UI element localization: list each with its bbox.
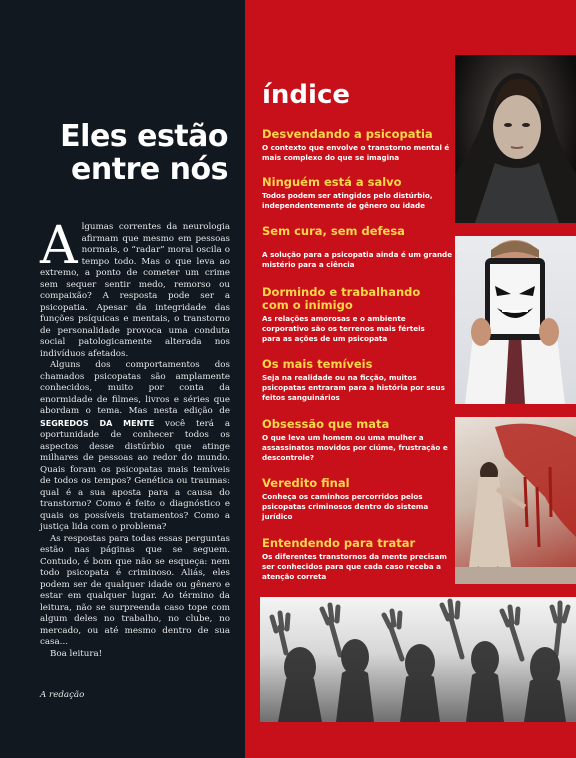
magazine-name: SEGREDOS DA MENTE [40, 418, 155, 428]
shadow-hands-photo [260, 597, 576, 722]
girl-blood-wall-photo [455, 417, 576, 584]
entry-description: Todos podem ser atingidos pelo distúrbio, independentemente de gênero ou idade [262, 191, 433, 210]
editorial-body [40, 216, 230, 660]
editorial-column [0, 0, 245, 758]
entry-description: O que leva um homem ou uma mulher a assassinatos movidos por ciúme, frustração e descontrole? [262, 433, 448, 462]
index-title: índice [262, 80, 350, 110]
closing-line: Boa leitura! [50, 648, 103, 659]
entry-description: O contexto que envolve o transtorno mental é mais complexo do que se imagina [262, 143, 450, 162]
tablet-face-photo [455, 236, 576, 404]
entry-heading: Os mais temíveis [262, 357, 373, 371]
index-entry[interactable] [262, 128, 458, 163]
paragraph-3: As respostas para todas essas perguntas estão nas páginas que se seguem. Contudo, é bom que não se esqueça: nem todo psicopata é criminoso. Aliás, eles podem ser de qualquer idade ou gênero e estar em qualquer lugar. Ao término da leitura, não se surpreenda caso tope com algum deles no trabalho, no clube, no mercado, ou até mesmo dentro de sua casa... [40, 533, 230, 647]
intro-text: lgumas correntes da neurologia afirmam que mesmo em pessoas normais, o “radar” moral oscila o tempo todo. Mas o que leva ao extremo, a ponto de cometer um crime sem sequer sentir medo, remorso ou compaixão? A resposta pode ser a psicopatia. Apesar da integridade das funções psíquicas e mentais, o transtorno de personalidade provoca uma conduta social patologicamente alterada nos indivíduos afetados. [40, 222, 230, 359]
index-entry[interactable] [262, 358, 458, 403]
entry-description: As relações amorosas e o ambiente corporativo são os terrenos mais férteis para as ações de um psicopata [262, 314, 425, 343]
index-entry[interactable] [262, 176, 458, 211]
index-entry[interactable] [262, 477, 458, 522]
entry-description: Conheça os caminhos percorridos pelos psicopatas criminosos dentro do sistema jurídico [262, 492, 429, 521]
entry-heading: Ninguém está a salvo [262, 175, 402, 189]
index-entry[interactable] [262, 418, 458, 463]
title-line-2: entre nós [71, 152, 228, 187]
entry-description: Os diferentes transtornos da mente precisam ser conhecidos para que cada caso receba a atenção correta [262, 552, 447, 581]
entry-description: A solução para a psicopatia ainda é um grande mistério para a ciência [262, 250, 453, 269]
hooded-man-photo [455, 55, 576, 223]
entry-description: Seja na realidade ou na ficção, muitos psicopatas entraram para a história por seus feitos sanguinários [262, 373, 445, 402]
signature: A redação [40, 690, 85, 700]
entry-heading: Veredito final [262, 476, 350, 490]
editorial-title [28, 120, 228, 186]
entry-heading: Dormindo e trabalhando com o inimigo [262, 285, 421, 312]
index-entry[interactable] [262, 537, 458, 582]
entry-heading: Obsessão que mata [262, 417, 390, 431]
drop-cap: A [40, 216, 78, 276]
paragraph-2-start: Alguns dos comportamentos dos chamados psicopatas são amplamente conhecidos, muito por conta da enormidade de filmes, livros e séries que abordam o tema. Mas nesta edição de [40, 360, 230, 416]
paragraph-2-end: você terá a oportunidade de conhecer todos os aspectos desse distúrbio que atinge milhares de pessoas ao redor do mundo. Quais foram os psicopatas mais temíveis de todos os tempos? Genética ou traumas: qual é a sua aposta para a causa do transtorno? Como é feito o diagnóstico e quais os possíveis tratamentos? Como a justiça lida com o problema? [40, 418, 230, 532]
paragraph-2 [40, 360, 230, 534]
entry-heading: Entendendo para tratar [262, 536, 416, 550]
index-entry[interactable] [262, 286, 442, 344]
entry-heading: Sem cura, sem defesa [262, 224, 405, 238]
intro-paragraph [40, 216, 230, 360]
entry-heading: Desvendando a psicopatia [262, 127, 433, 141]
title-line-1: Eles estão [60, 119, 228, 154]
index-entry[interactable] [262, 225, 458, 270]
